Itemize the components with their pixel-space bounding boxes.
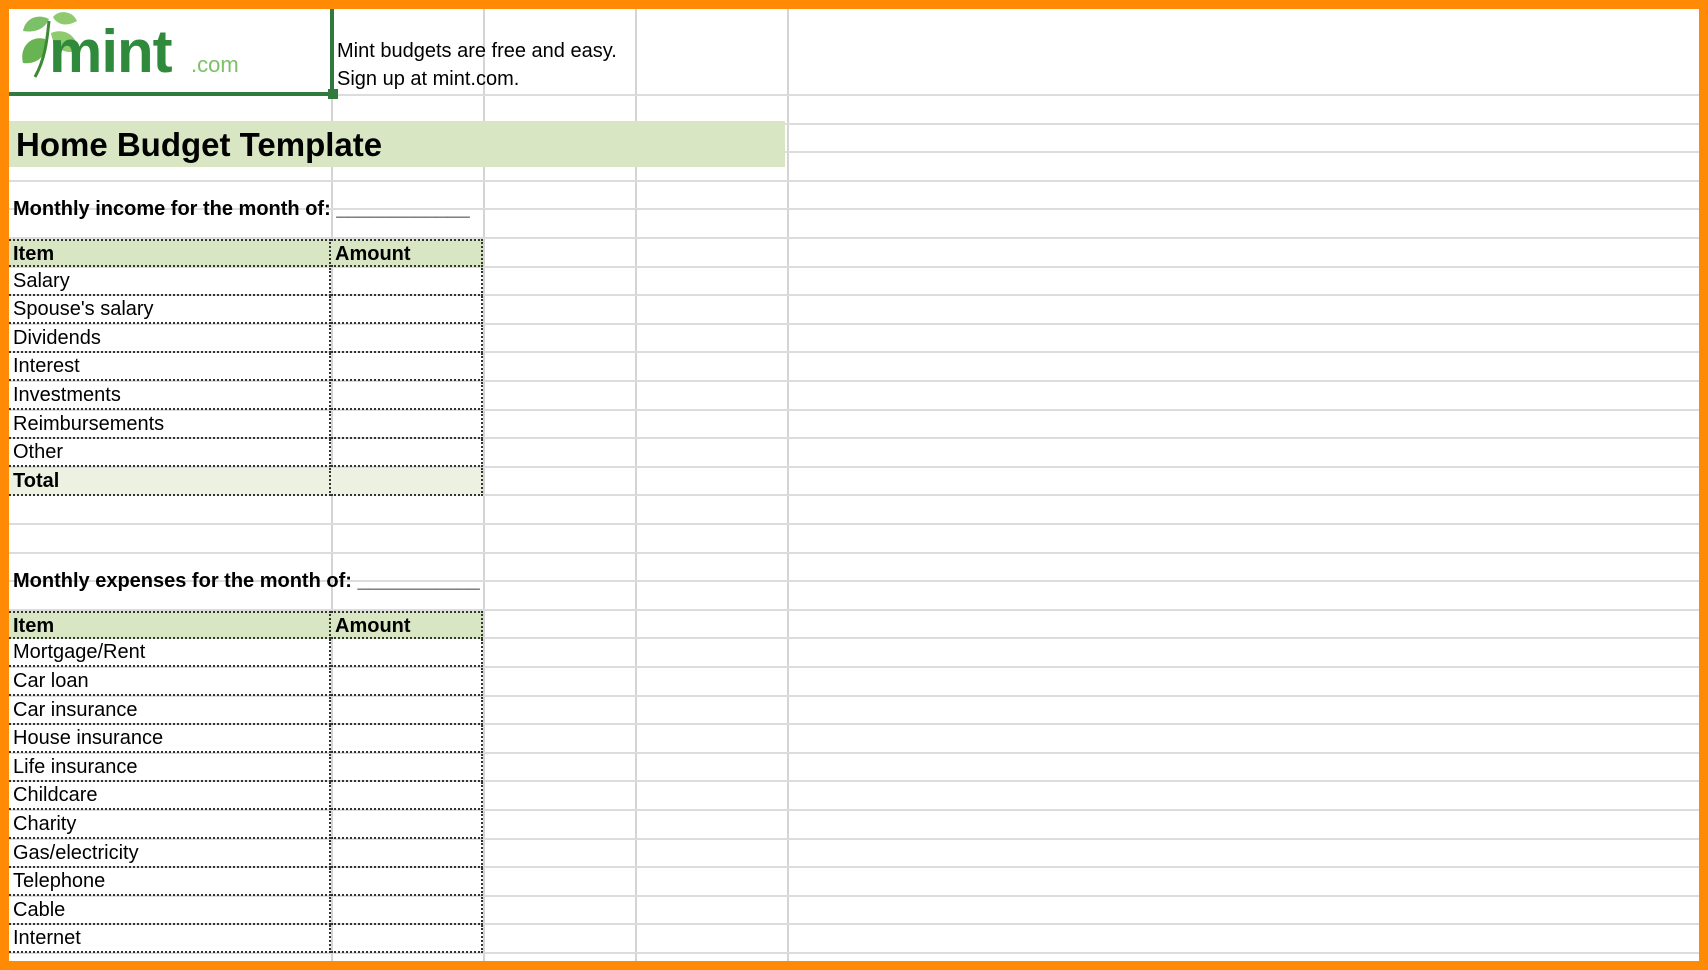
- amount-column-header[interactable]: [331, 239, 483, 267]
- item-cell[interactable]: [9, 353, 331, 381]
- table-row: [9, 296, 483, 324]
- promo-line-2: Sign up at mint.com.: [337, 68, 520, 90]
- logo-suffix: .com: [191, 52, 239, 77]
- item-label: Salary: [13, 270, 70, 292]
- item-cell[interactable]: [9, 468, 331, 496]
- item-label: Charity: [13, 813, 77, 835]
- item-cell[interactable]: [9, 925, 331, 953]
- row-gridline: [9, 180, 1699, 182]
- item-label: Cable: [13, 899, 66, 921]
- table-row: [9, 268, 483, 296]
- amount-cell[interactable]: [331, 925, 483, 953]
- item-cell[interactable]: [9, 382, 331, 410]
- table-header-row: [9, 239, 483, 267]
- row-gridline: [9, 552, 1699, 554]
- table-row: [9, 811, 483, 839]
- selection-border: [330, 9, 334, 94]
- table-row: [9, 725, 483, 753]
- table-row: [9, 697, 483, 725]
- item-cell[interactable]: [9, 725, 331, 753]
- amount-cell[interactable]: [331, 725, 483, 753]
- row-gridline: [9, 523, 1699, 525]
- title-banner: [9, 121, 785, 167]
- table-row: [9, 325, 483, 353]
- item-label: Life insurance: [13, 756, 138, 778]
- income-heading: Monthly income for the month of: ____________: [13, 198, 470, 220]
- table-row: [9, 754, 483, 782]
- item-label: Telephone: [13, 870, 106, 892]
- item-cell[interactable]: [9, 268, 331, 296]
- item-label: Internet: [13, 927, 81, 949]
- item-label: Gas/electricity: [13, 842, 139, 864]
- amount-cell[interactable]: [331, 468, 483, 496]
- amount-cell[interactable]: [331, 897, 483, 925]
- amount-cell[interactable]: [331, 325, 483, 353]
- item-cell[interactable]: [9, 897, 331, 925]
- page-title: Home Budget Template: [16, 126, 383, 163]
- item-cell[interactable]: [9, 325, 331, 353]
- amount-cell[interactable]: [331, 668, 483, 696]
- amount-column-header[interactable]: [331, 611, 483, 639]
- logo-underline: [9, 92, 334, 96]
- expenses-heading: Monthly expenses for the month of: ___________: [13, 570, 480, 592]
- table-row: [9, 382, 483, 410]
- table-row: [9, 925, 483, 953]
- amount-cell[interactable]: [331, 811, 483, 839]
- amount-cell[interactable]: [331, 754, 483, 782]
- amount-cell[interactable]: [331, 268, 483, 296]
- item-header-label: Item: [13, 243, 55, 265]
- table-header-row: [9, 611, 483, 639]
- item-cell[interactable]: [9, 639, 331, 667]
- item-cell[interactable]: [9, 840, 331, 868]
- mint-logo: [9, 9, 333, 89]
- item-label: Investments: [13, 384, 121, 406]
- table-row: [9, 868, 483, 896]
- item-cell[interactable]: [9, 811, 331, 839]
- amount-cell[interactable]: [331, 782, 483, 810]
- item-cell[interactable]: [9, 754, 331, 782]
- item-cell[interactable]: [9, 439, 331, 467]
- table-row: [9, 639, 483, 667]
- item-column-header[interactable]: [9, 611, 331, 639]
- amount-cell[interactable]: [331, 382, 483, 410]
- item-cell[interactable]: [9, 296, 331, 324]
- item-label: Dividends: [13, 327, 101, 349]
- amount-cell[interactable]: [331, 353, 483, 381]
- total-row: [9, 468, 483, 496]
- amount-header-label: Amount: [335, 243, 411, 265]
- item-label: Car loan: [13, 670, 89, 692]
- amount-cell[interactable]: [331, 639, 483, 667]
- amount-cell[interactable]: [331, 296, 483, 324]
- item-cell[interactable]: [9, 697, 331, 725]
- item-label: Reimbursements: [13, 413, 165, 435]
- amount-cell[interactable]: [331, 439, 483, 467]
- item-cell[interactable]: [9, 782, 331, 810]
- table-row: [9, 353, 483, 381]
- spreadsheet: [9, 9, 1699, 961]
- table-row: [9, 439, 483, 467]
- item-label: Car insurance: [13, 699, 138, 721]
- item-label: Other: [13, 441, 64, 463]
- table-row: [9, 782, 483, 810]
- table-row: [9, 668, 483, 696]
- item-header-label: Item: [13, 615, 55, 637]
- promo-line-1: Mint budgets are free and easy.: [337, 40, 617, 62]
- amount-cell[interactable]: [331, 840, 483, 868]
- item-column-header[interactable]: [9, 239, 331, 267]
- item-cell[interactable]: [9, 868, 331, 896]
- item-cell[interactable]: [9, 411, 331, 439]
- item-label: Interest: [13, 355, 80, 377]
- amount-cell[interactable]: [331, 411, 483, 439]
- item-label: Childcare: [13, 784, 98, 806]
- table-row: [9, 897, 483, 925]
- table-row: [9, 411, 483, 439]
- amount-cell[interactable]: [331, 697, 483, 725]
- logo-text: mint: [49, 18, 172, 85]
- amount-cell[interactable]: [331, 868, 483, 896]
- amount-header-label: Amount: [335, 615, 411, 637]
- item-label: House insurance: [13, 727, 164, 749]
- table-row: [9, 840, 483, 868]
- total-label: Total: [13, 470, 60, 492]
- item-label: Mortgage/Rent: [13, 641, 146, 663]
- item-cell[interactable]: [9, 668, 331, 696]
- item-label: Spouse's salary: [13, 298, 154, 320]
